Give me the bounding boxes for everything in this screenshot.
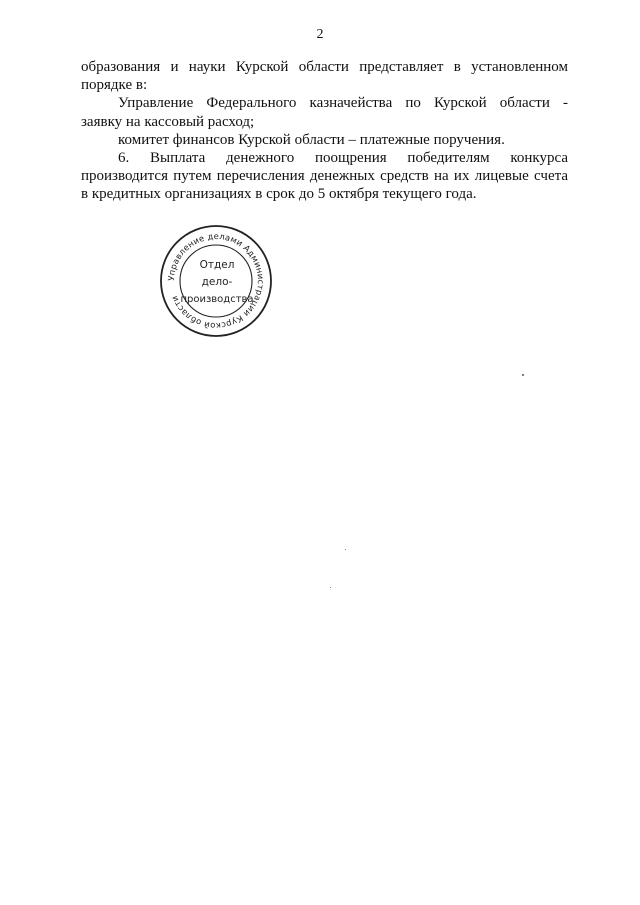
document-body xyxy=(81,58,568,204)
text-line: образования и науки Курской области представляет в установленном xyxy=(81,59,568,75)
text-line: 6. Выплата денежного поощрения победителям конкурса xyxy=(118,150,568,167)
text-line: комитет финансов Курской области – платежные поручения. xyxy=(118,131,505,148)
text-line: заявку на кассовый расход; xyxy=(81,113,255,130)
scan-speck xyxy=(330,587,331,588)
text-line: производится путем перечисления денежных средств на их лицевые счета xyxy=(81,168,568,185)
stamp-center-line: Отдел xyxy=(199,259,235,271)
stamp-ring-text: Управление делами Администрации Курской области xyxy=(165,230,267,332)
text-line: Управление Федерального казначейства по Курской области - xyxy=(118,95,568,112)
text-line: порядке в: xyxy=(81,77,148,94)
office-stamp xyxy=(158,223,274,339)
stamp-seal-graphic xyxy=(158,223,274,339)
text-line: в кредитных организациях в срок до 5 октября текущего года. xyxy=(81,186,477,203)
page-number: 2 xyxy=(316,27,324,42)
stamp-center-line: производства xyxy=(180,294,254,305)
scan-speck xyxy=(522,374,524,376)
stamp-center-line: дело- xyxy=(201,276,233,288)
scan-speck xyxy=(345,549,346,550)
